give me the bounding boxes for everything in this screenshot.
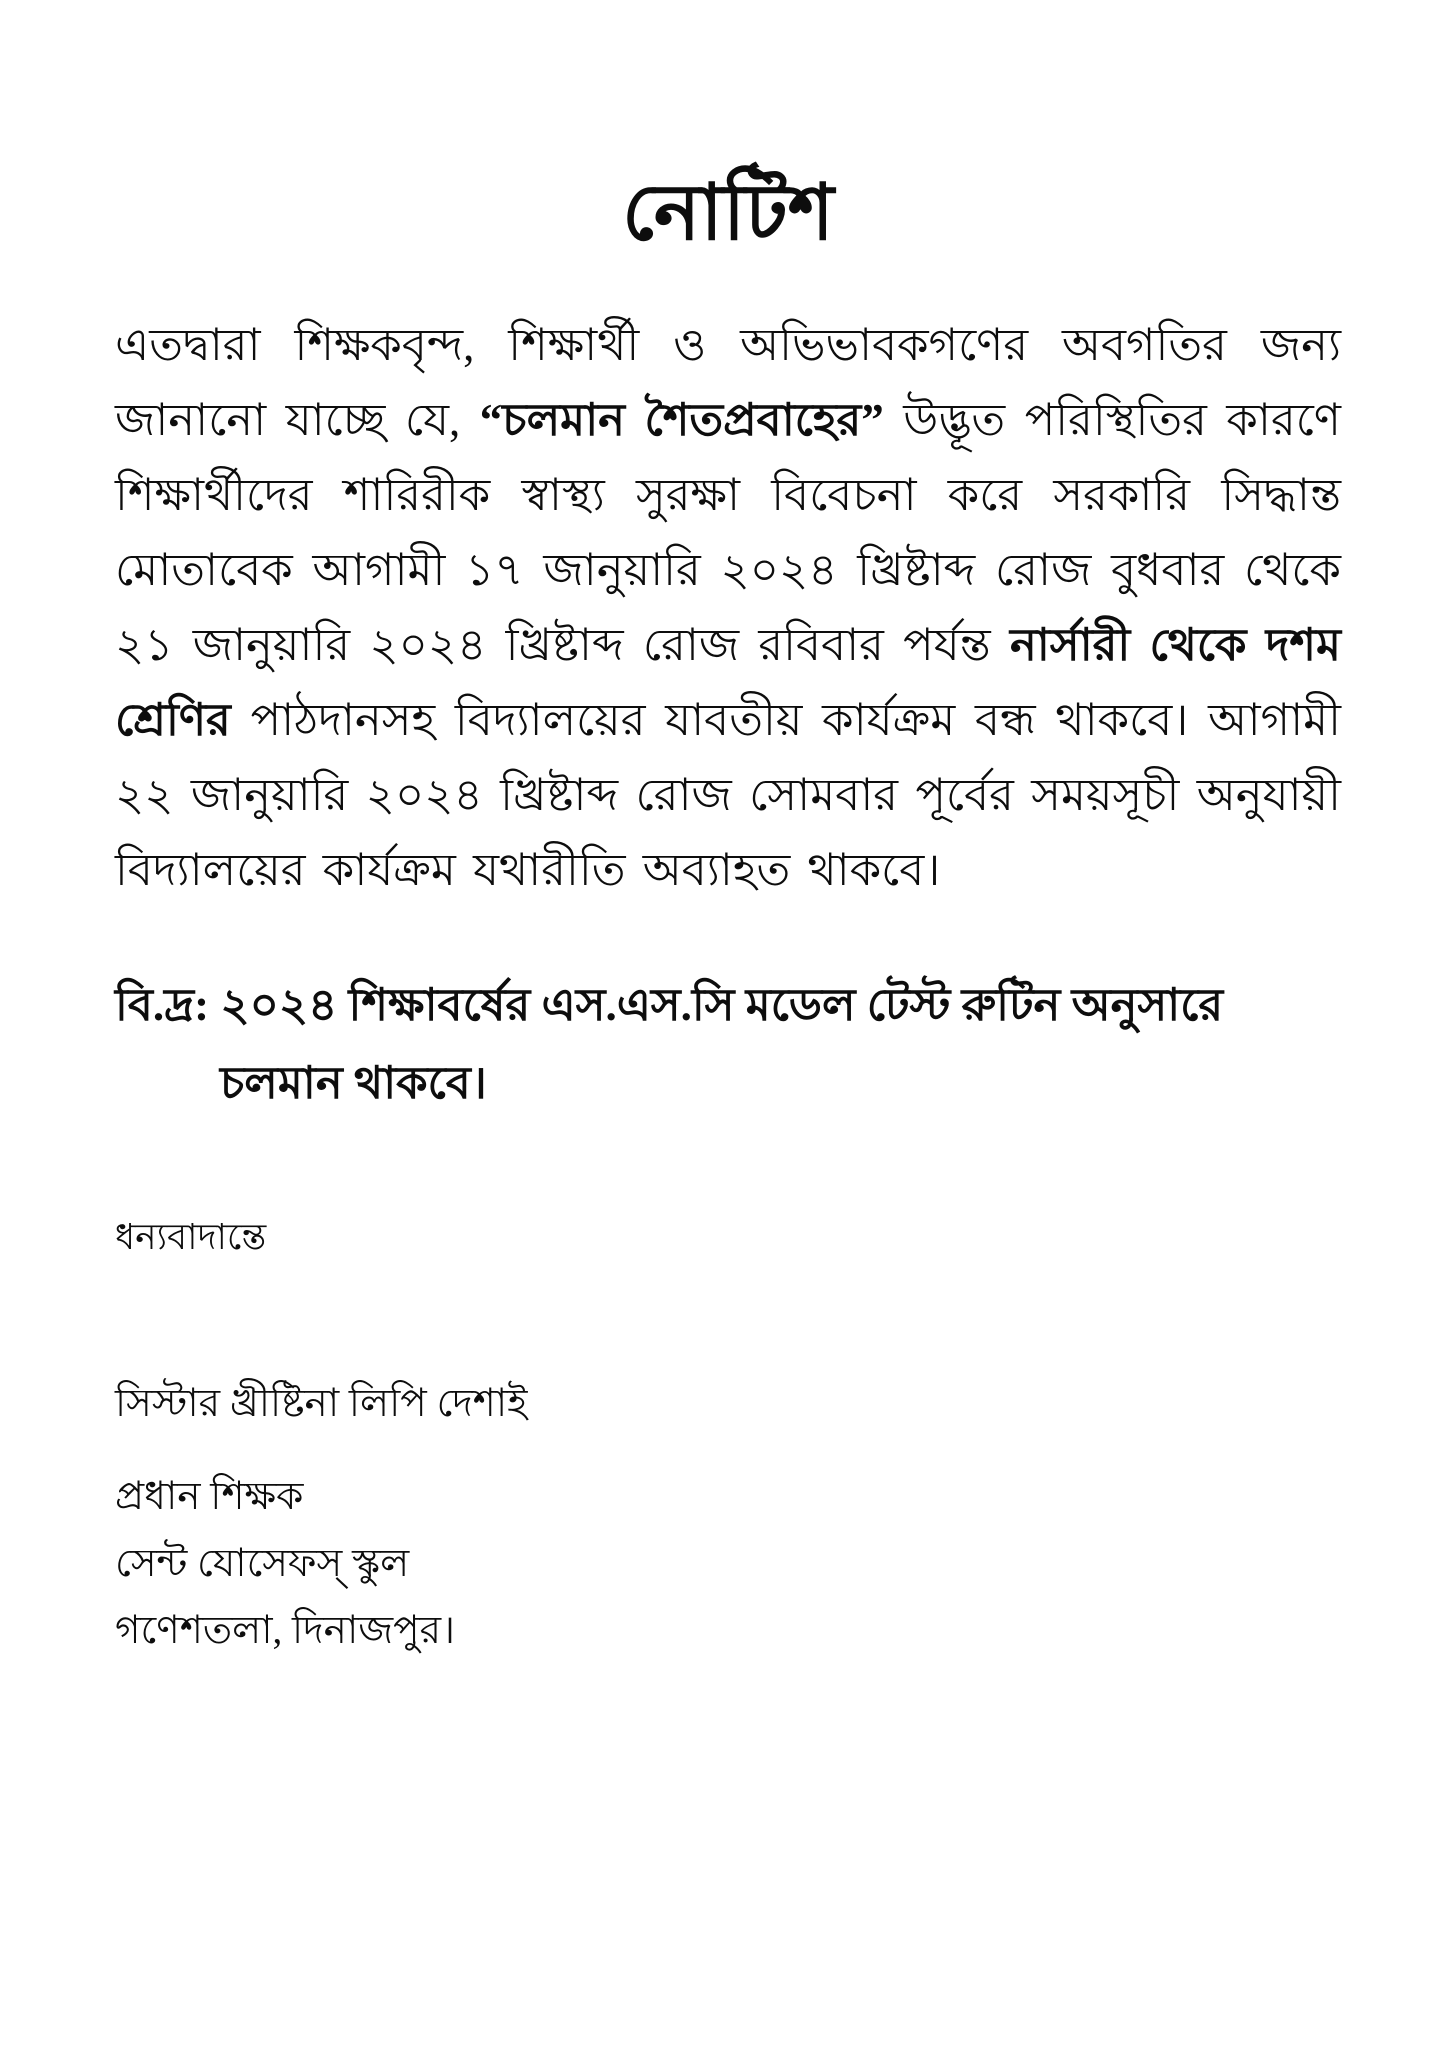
body-bold-coldwave-phrase: “চলমান শৈতপ্রবাহের” xyxy=(479,394,884,445)
signatory-designation: প্রধান শিক্ষক xyxy=(115,1474,304,1518)
body-text-segment: এতদ্বারা শিক্ষকবৃন্দ, শিক্ষার্থী ও অভিভাবকগণের অবগতির জন্য জানানো যাচ্ছে যে, xyxy=(115,319,1341,445)
signature-block xyxy=(115,1370,1341,1664)
signatory-name: সিস্টার খ্রীষ্টিনা লিপি দেশাই xyxy=(115,1381,528,1425)
postscript-note xyxy=(115,966,1341,1122)
body-text-segment: পাঠদানসহ বিদ্যালয়ের যাবতীয় কার্যক্রম বন্ধ থাকবে। আগামী ২২ জানুয়ারি ২০২৪ খ্রিষ্টাব্দ রোজ সোমবার পূর্বের সময়সূচী অনুযায়ী বিদ্যালয়ের কার্যক্রম যথারীতি অব্যাহত থাকবে। xyxy=(115,694,1341,895)
signatory-address: গণেশতলা, দিনাজপুর। xyxy=(115,1608,456,1652)
notice-body-paragraph xyxy=(115,308,1341,908)
closing-thanks: ধন্যবাদান্তে xyxy=(115,1216,267,1257)
postscript-text: ২০২৪ শিক্ষাবর্ষের এস.এস.সি মডেল টেস্ট রুটিন অনুসারে চলমান থাকবে। xyxy=(220,979,1224,1108)
signatory-school: সেন্ট যোসেফস্ স্কুল xyxy=(115,1541,410,1585)
page-title: নোটিশ xyxy=(622,169,834,256)
body-bold-class-range-phrase: নার্সারী থেকে দশম শ্রেণির xyxy=(115,619,1341,745)
postscript-label: বি.দ্র: xyxy=(115,979,210,1030)
body-text-segment: উদ্ভূত পরিস্থিতির কারণে শিক্ষার্থীদের শারিরীক স্বাস্থ্য সুরক্ষা বিবেচনা করে সরকারি সিদ্ধান্ত মোতাবেক আগামী ১৭ জানুয়ারি ২০২৪ খ্রিষ্টাব্দ রোজ বুধবার থেকে ২১ জানুয়ারি ২০২৪ খ্রিষ্টাব্দ রোজ রবিবার পর্যন্ত xyxy=(115,394,1341,670)
